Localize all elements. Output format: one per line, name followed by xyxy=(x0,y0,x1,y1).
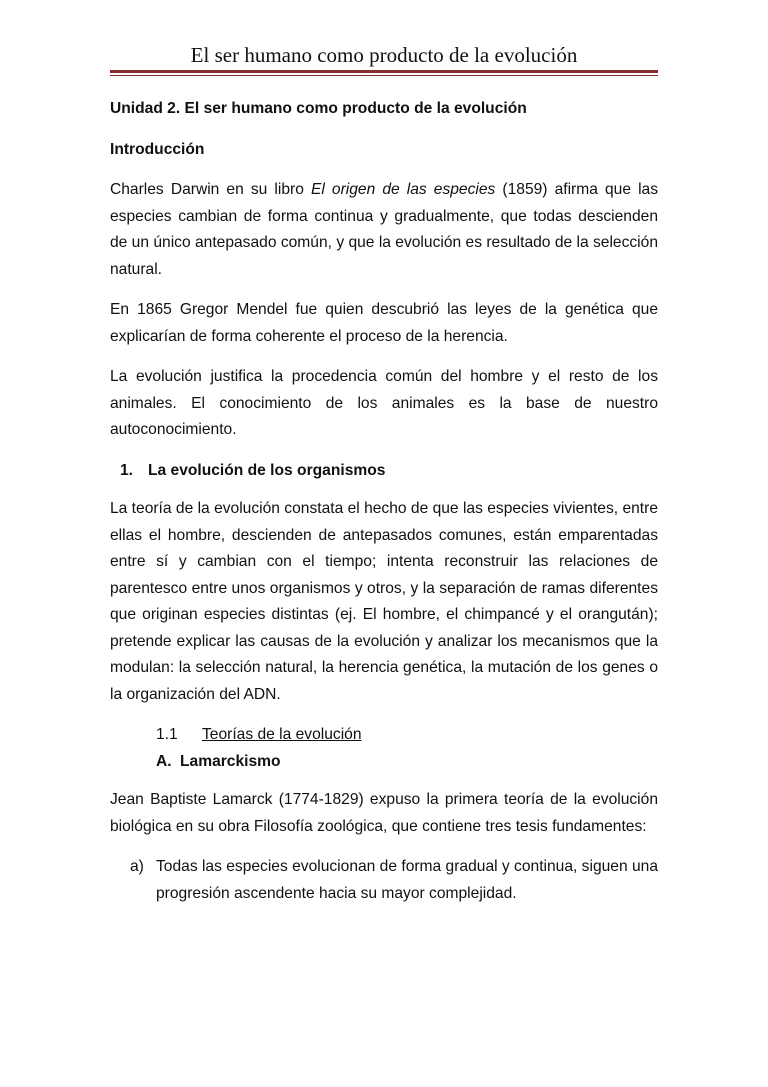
book-title: El origen de las especies xyxy=(310,181,496,198)
header-rule-thick xyxy=(110,70,658,73)
intro-paragraph-1 xyxy=(110,177,658,283)
running-header: El ser humano como producto de la evolución xyxy=(190,43,578,67)
intro-paragraph-2: En 1865 Gregor Mendel fue quien descubrió las leyes de la genética que explicarían de forma coherente el proceso de la herencia. xyxy=(110,301,658,345)
intro-p1-end: (1859) afirma que las especies cambian de forma continua y gradualmente, que todas descienden de un único antepasado común, y que la evolución es resultado de la selección natural. xyxy=(110,181,659,278)
section-1-1-heading xyxy=(110,722,658,749)
list-item-marker: a) xyxy=(130,858,144,875)
section-1-number: 1. xyxy=(120,461,134,479)
section-1-1-number: 1.1 xyxy=(156,726,178,743)
section-1-1-title: Teorías de la evolución xyxy=(202,726,362,743)
section-1-heading xyxy=(110,458,658,485)
intro-heading: Introducción xyxy=(110,140,205,158)
section-1-paragraph: La teoría de la evolución constata el hecho de que las especies vivientes, entre ellas el hombre, descienden de antepasados comunes, están emparentadas entre sí y cambian con el tiempo; intenta reconstruir las relaciones de parentesco entre unos organismos y otros, y la separación de ramas diferentes que originan especies distintas (ej. El hombre, el chimpancé y el orangután); pretende explicar las causas de la evolución y analizar los mecanismos que la modulan: la selección natural, la herencia genética, la mutación de los genes o la organización del ADN. xyxy=(110,500,658,703)
section-a-paragraph: Jean Baptiste Lamarck (1774-1829) expuso la primera teoría de la evolución biológica en su obra Filosofía zoológica, que contiene tres tesis fundamentes: xyxy=(110,791,658,835)
intro-paragraph-3: La evolución justifica la procedencia común del hombre y el resto de los animales. El conocimiento de los animales es la base de nuestro autoconocimiento. xyxy=(110,368,658,438)
header-rule-thin xyxy=(110,75,658,76)
list-item xyxy=(110,854,658,907)
unit-title: Unidad 2. El ser humano como producto de la evolución xyxy=(110,100,527,117)
list-item-text: Todas las especies evolucionan de forma gradual y continua, siguen una progresión ascendente hacia su mayor complejidad. xyxy=(156,858,658,902)
intro-p1-start: Charles Darwin en su libro xyxy=(110,181,311,198)
section-a-letter: A. xyxy=(156,752,172,770)
section-a-heading xyxy=(110,749,658,776)
page-body xyxy=(110,96,658,907)
section-1-title: La evolución de los organismos xyxy=(148,461,386,479)
section-a-title: Lamarckismo xyxy=(180,752,281,770)
